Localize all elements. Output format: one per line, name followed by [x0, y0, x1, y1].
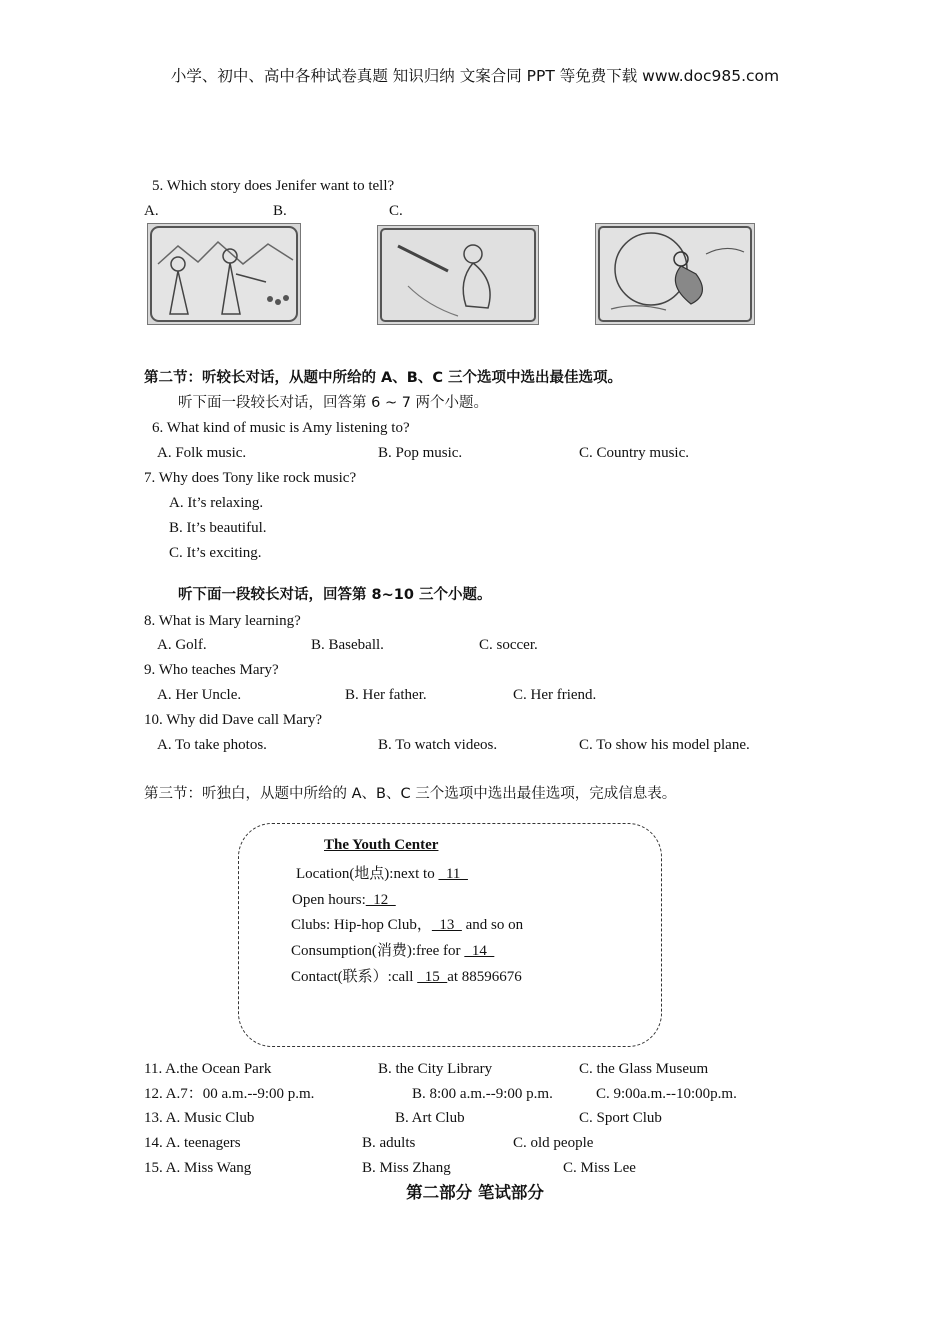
q12-option-a: 12. A.7：00 a.m.--9:00 p.m.	[144, 1086, 315, 1102]
q7-option-b: B. It’s beautiful.	[169, 520, 267, 536]
section-3-title: 第三节：听独白，从题中所给的 A、B、C 三个选项中选出最佳选项，完成信息表。	[144, 786, 677, 802]
q6-option-a: A. Folk music.	[157, 445, 247, 461]
q7-option-a: A. It’s relaxing.	[169, 495, 264, 511]
q13-option-c: C. Sport Club	[579, 1110, 662, 1126]
clubs-label: Clubs: Hip-hop Club，	[291, 917, 432, 933]
contact-tail: at 88596676	[447, 969, 522, 985]
q6-option-b: B. Pop music.	[378, 445, 463, 461]
section-2-instruction-2: 听下面一段较长对话，回答第 8~10 三个小题。	[178, 587, 492, 603]
blank-13: 13	[431, 917, 462, 933]
question-7: 7. Why does Tony like rock music?	[144, 470, 357, 486]
open-hours-label: Open hours:	[292, 892, 366, 908]
blank-11: 11	[438, 866, 468, 882]
q8-option-a: A. Golf.	[157, 637, 207, 653]
question-5: 5. Which story does Jenifer want to tell?	[152, 178, 395, 194]
page-header: 小学、初中、高中各种试卷真题 知识归纳 文案合同 PPT 等免费下载 www.doc985.com	[170, 67, 780, 85]
q10-option-b: B. To watch videos.	[378, 737, 498, 753]
q12-option-c: C. 9:00a.m.--10:00p.m.	[596, 1086, 737, 1102]
q13-option-b: B. Art Club	[395, 1110, 465, 1126]
q5-picture-b	[377, 225, 539, 325]
clubs-tail: and so on	[461, 917, 524, 933]
q5-option-a-label: A.	[144, 203, 159, 219]
q8-option-b: B. Baseball.	[311, 637, 384, 653]
blank-12: 12	[365, 892, 396, 908]
question-10: 10. Why did Dave call Mary?	[144, 712, 323, 728]
consumption-label: Consumption(消费):free for	[291, 943, 465, 959]
q10-option-a: A. To take photos.	[157, 737, 267, 753]
q9-option-c: C. Her friend.	[513, 687, 597, 703]
q6-option-c: C. Country music.	[579, 445, 690, 461]
q15-option-b: B. Miss Zhang	[362, 1160, 451, 1176]
q15-option-c: C. Miss Lee	[563, 1160, 636, 1176]
q8-option-c: C. soccer.	[479, 637, 538, 653]
q11-option-c: C. the Glass Museum	[579, 1061, 709, 1077]
q10-option-c: C. To show his model plane.	[579, 737, 750, 753]
section-2-instruction-1: 听下面一段较长对话，回答第 6 ~ 7 两个小题。	[178, 395, 489, 411]
blank-14: 14	[464, 943, 495, 959]
q14-option-a: 14. A. teenagers	[144, 1135, 241, 1151]
info-clubs	[291, 916, 523, 934]
q14-option-b: B. adults	[362, 1135, 416, 1151]
question-9: 9. Who teaches Mary?	[144, 662, 279, 678]
q15-option-a: 15. A. Miss Wang	[144, 1160, 252, 1176]
question-8: 8. What is Mary learning?	[144, 613, 301, 629]
info-table-title: The Youth Center	[324, 837, 439, 853]
location-label: Location(地点):next to	[296, 866, 439, 882]
q11-option-b: B. the City Library	[378, 1061, 493, 1077]
q7-option-c: C. It’s exciting.	[169, 545, 262, 561]
info-contact	[291, 968, 522, 986]
info-table-box	[238, 823, 662, 1047]
q9-option-b: B. Her father.	[345, 687, 427, 703]
q12-option-b: B. 8:00 a.m.--9:00 p.m.	[412, 1086, 553, 1102]
q5-option-c-label: C.	[389, 203, 403, 219]
q9-option-a: A. Her Uncle.	[157, 687, 242, 703]
section-2-title: 第二节：听较长对话，从题中所给的 A、B、C 三个选项中选出最佳选项。	[144, 370, 623, 386]
question-6: 6. What kind of music is Amy listening to?	[152, 420, 410, 436]
info-open-hours	[292, 891, 396, 909]
info-location	[296, 865, 468, 883]
q11-option-a: 11. A.the Ocean Park	[144, 1061, 272, 1077]
q14-option-c: C. old people	[513, 1135, 594, 1151]
q5-option-b-label: B.	[273, 203, 287, 219]
info-consumption	[291, 942, 494, 960]
q5-picture-a	[147, 223, 301, 325]
q13-option-a: 13. A. Music Club	[144, 1110, 255, 1126]
blank-15: 15	[417, 969, 448, 985]
part-2-title: 第二部分 笔试部分	[406, 1183, 544, 1202]
contact-label: Contact(联系）:call	[291, 969, 418, 985]
q5-picture-c	[595, 223, 755, 325]
